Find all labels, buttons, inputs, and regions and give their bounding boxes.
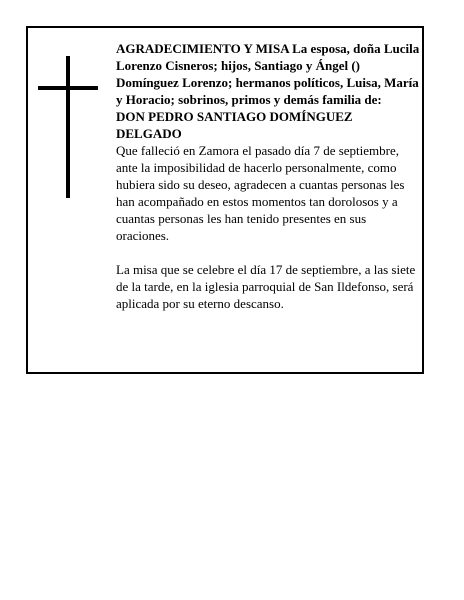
thanks-paragraph: Que falleció en Zamora el pasado día 7 de septiembre, ante la imposibilidad de hacerlo personalmente, como hubiera sido su deseo, agradecen a cuantas personas les han acompañado en estos momentos tan dorolosos y a cuantas personas les han tenido presentes en sus oraciones. <box>116 143 405 243</box>
mass-paragraph: La misa que se celebre el día 17 de septiembre, a las siete de la tarde, en la iglesia parroquial de San Ildefonso, será aplicada por su eterno descanso. <box>116 262 416 311</box>
cross-vertical-bar <box>66 56 70 198</box>
cross-horizontal-bar <box>38 86 98 90</box>
deceased-name: DON PEDRO SANTIAGO DOMÍNGUEZ DELGADO <box>116 109 353 141</box>
cross-icon <box>38 56 98 198</box>
notice-heading: AGRADECIMIENTO Y MISA La esposa, doña Lucila Lorenzo Cisneros; hijos, Santiago y Ángel () Domínguez Lorenzo; hermanos políticos, Luisa, María y Horacio; sobrinos, primos y demás familia de: <box>116 41 420 107</box>
notice-text <box>116 40 421 312</box>
obituary-notice <box>26 26 424 374</box>
